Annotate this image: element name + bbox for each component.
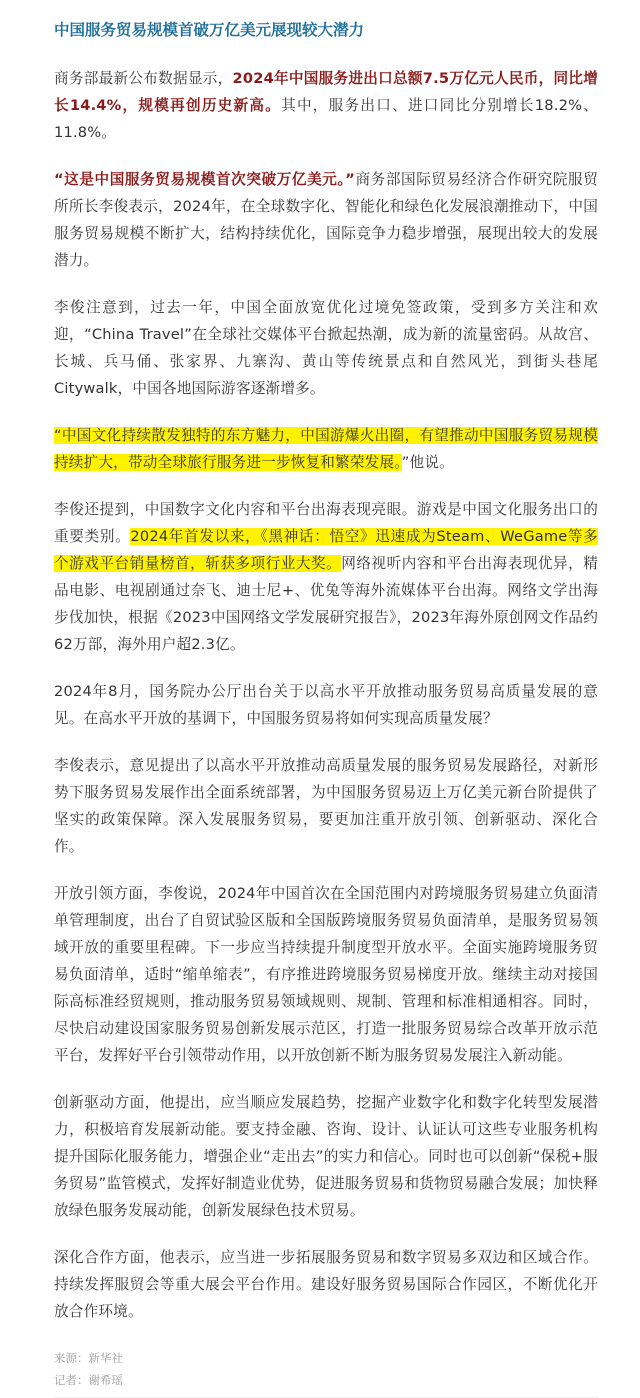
paragraph-8 <box>54 880 598 1069</box>
text-segment: 李俊注意到，过去一年，中国全面放宽优化过境免签政策，受到多方关注和欢迎，“China Travel”在全球社交媒体平台掀起热潮，成为新的流量密码。从故宫、长城、兵马俑、张家界、九寨沟、黄山等传统景点和自然风光，到街头巷尾Citywalk，中国各地国际游客逐渐增多。 <box>54 299 598 397</box>
paragraph-3 <box>54 294 598 402</box>
reporter-label: 记者：谢希瑶 <box>54 1373 123 1387</box>
paragraph-1 <box>54 65 598 146</box>
paragraph-6 <box>54 678 598 732</box>
emphasis-text: 2024年中国服务进出口总额7.5万亿元人民币，同比增长14.4%，规模再创历史新高。 <box>54 70 598 114</box>
text-segment: 网络视听内容和平台出海表现优异，精品电影、电视剧通过奈飞、迪士尼+、优兔等海外流媒体平台出海。网络文学出海步伐加快，根据《2023中国网络文学发展研究报告》，2023年海外原创网文作品约62万部，海外用户超2.3亿。 <box>54 555 598 653</box>
text-segment: 2024年8月，国务院办公厅出台关于以高水平开放推动服务贸易高质量发展的意见。在高水平开放的基调下，中国服务贸易将如何实现高质量发展？ <box>54 683 598 727</box>
paragraph-4 <box>54 422 598 476</box>
paragraph-9 <box>54 1089 598 1224</box>
text-segment: 商务部最新公布数据显示， <box>54 70 233 87</box>
article-title: 中国服务贸易规模首破万亿美元展现较大潜力 <box>54 21 365 39</box>
paragraph-2 <box>54 166 598 274</box>
article-meta <box>54 1347 598 1398</box>
text-segment: ”他说。 <box>401 454 454 471</box>
highlighted-text: 2024年首发以来，《黑神话：悟空》迅速成为Steam、WeGame等多个游戏平台销量榜首，斩获多项行业大奖。 <box>54 528 598 572</box>
source-label: 来源：新华社 <box>54 1351 123 1365</box>
article <box>54 0 598 1398</box>
paragraph-5 <box>54 496 598 658</box>
highlighted-quote: “中国文化持续散发独特的东方魅力，中国游爆火出圈，有望推动中国服务贸易规模持续扩大，带动全球旅行服务进一步恢复和繁荣发展。 <box>54 427 598 471</box>
text-segment: 深化合作方面，他表示，应当进一步拓展服务贸易和数字贸易多双边和区域合作。持续发挥服贸会等重大展会平台作用。建设好服务贸易国际合作园区，不断优化开放合作环境。 <box>54 1249 598 1320</box>
text-segment: 李俊还提到，中国数字文化内容和平台出海表现亮眼。游戏是中国文化服务出口的重要类别。 <box>54 501 598 545</box>
text-segment: 李俊表示，意见提出了以高水平开放推动高质量发展的服务贸易发展路径，对新形势下服务贸易发展作出全面系统部署，为中国服务贸易迈上万亿美元新台阶提供了坚实的政策保障。深入发展服务贸易，要更加注重开放引领、创新驱动、深化合作。 <box>54 757 598 855</box>
text-segment: 创新驱动方面，他提出，应当顺应发展趋势，挖掘产业数字化和数字化转型发展潜力，积极培育发展新动能。要支持金融、咨询、设计、认证认可这些专业服务机构提升国际化服务能力，增强企业“走出去”的实力和信心。同时也可以创新“保税+服务贸易”监管模式，发挥好制造业优势，促进服务贸易和货物贸易融合发展；加快释放绿色服务发展动能，创新发展绿色技术贸易。 <box>54 1094 598 1219</box>
text-segment: 商务部国际贸易经济合作研究院服贸所所长李俊表示，2024年，在全球数字化、智能化和绿色化发展浪潮推动下，中国服务贸易规模不断扩大，结构持续优化，国际竞争力稳步增强，展现出较大的发展潜力。 <box>54 171 598 269</box>
text-segment: 其中，服务出口、进口同比分别增长18.2%、11.8%。 <box>54 97 598 141</box>
emphasis-quote: “这是中国服务贸易规模首次突破万亿美元。” <box>54 171 356 188</box>
paragraph-10 <box>54 1244 598 1325</box>
text-segment: 开放引领方面，李俊说，2024年中国首次在全国范围内对跨境服务贸易建立负面清单管理制度，出台了自贸试验区版和全国版跨境服务贸易负面清单，是服务贸易领域开放的重要里程碑。下一步应当持续提升制度型开放水平。全面实施跨境服务贸易负面清单，适时“缩单缩表”，有序推进跨境服务贸易梯度开放。继续主动对接国际高标准经贸规则，推动服务贸易领域规则、规制、管理和标准相通相容。同时，尽快启动建设国家服务贸易创新发展示范区，打造一批服务贸易综合改革开放示范平台，发挥好平台引领带动作用，以开放创新不断为服务贸易发展注入新动能。 <box>54 885 598 1064</box>
paragraph-7 <box>54 752 598 860</box>
